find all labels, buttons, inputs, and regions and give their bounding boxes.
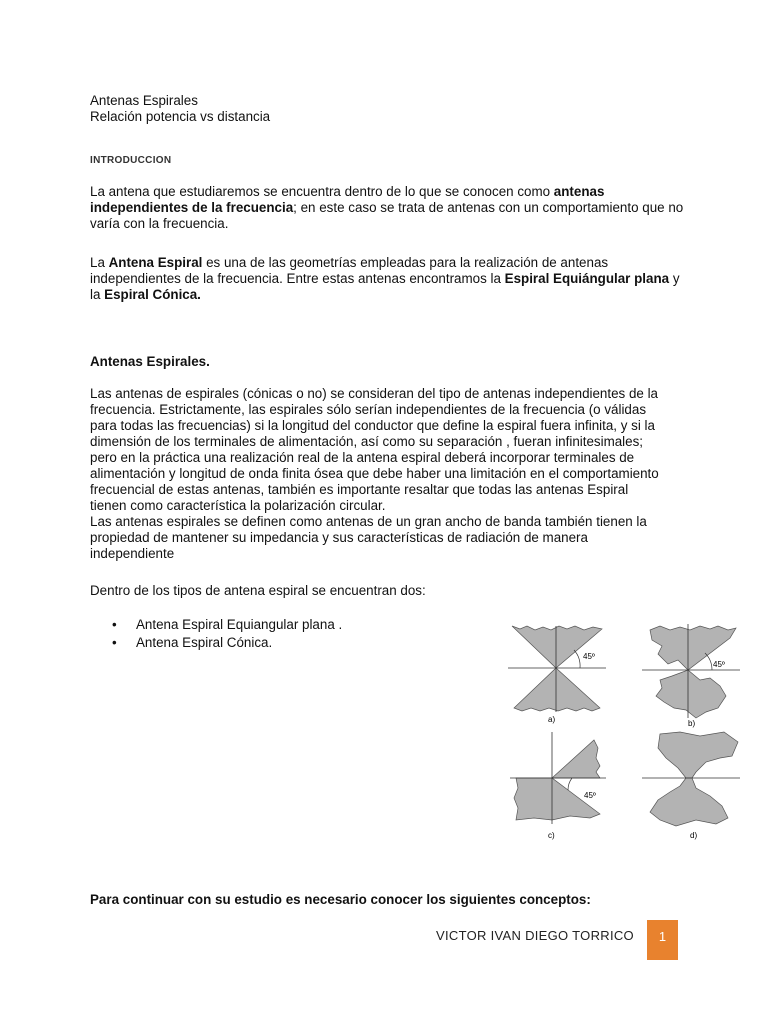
panel-c-angle-arc (568, 778, 572, 790)
intro-heading: INTRODUCCION (90, 155, 172, 166)
panel-a-top-shape (512, 626, 602, 668)
p3-line: independiente (90, 546, 175, 561)
p3-line: Las antenas espirales se definen como antenas de un gran ancho de banda también tienen la (90, 514, 647, 529)
list-item: • Antena Espiral Equiangular plana . (112, 616, 342, 634)
p3-line: propiedad de mantener su impedancia y sus características de radiación de manera (90, 530, 588, 545)
panel-a-bottom-shape (514, 668, 600, 711)
antenna-shapes-figure (500, 612, 760, 852)
p2-bold-3: Espiral Cónica. (104, 287, 201, 302)
paragraph-intro (90, 184, 690, 232)
document-title (90, 93, 270, 125)
panel-b-angle-label: 45º (713, 660, 725, 669)
bottom-heading: Para continuar con su estudio es necesario conocer los siguientes conceptos: (90, 892, 591, 907)
p1-text-1: La antena que estudiaremos se encuentra dentro de lo que se conocen como (90, 184, 554, 199)
p3-line: para todas las frecuencias) si la longitud del conductor que define la espiral fuera infinita, y si la (90, 418, 655, 433)
p2-text-1: La (90, 255, 109, 270)
panel-a (508, 626, 606, 724)
panel-b (642, 624, 740, 728)
p2-text-3: y la (90, 271, 680, 302)
panel-d-top-shape (658, 732, 738, 778)
title-line-1: Antenas Espirales (90, 93, 198, 108)
section-heading: Antenas Espirales. (90, 354, 210, 369)
p3-line: dimensión de los terminales de alimentación, así como su separación , fueran infinitesimales; (90, 434, 644, 449)
p3-line: frecuencia. Estrictamente, las espirales sólo serían independientes de la frecuencia (o válidas (90, 402, 647, 417)
p1-bold-1: antenas independientes de la frecuencia (90, 184, 605, 215)
p3-line: frecuencial de estas antenas, también es importante resaltar que todas las antenas Espiral (90, 482, 629, 497)
panel-c (510, 732, 606, 840)
p3-line: pero en la práctica una realización real de la antena espiral deberá incorporar terminales de (90, 450, 635, 465)
list-item: • Antena Espiral Cónica. (112, 634, 342, 652)
title-line-2: Relación potencia vs distancia (90, 109, 271, 124)
panel-c-label: c) (548, 831, 555, 840)
p3-line: alimentación y longitud de onda finita ósea que debe haber una limitación en el comportamiento (90, 466, 659, 481)
paragraph-espirales (90, 386, 690, 562)
p2-text-2: es una de las geometrías empleadas para la realización de antenas independientes de la frecuencia. Entre estas antenas encontramos la (90, 255, 609, 286)
panel-b-bottom-shape (656, 670, 726, 718)
p1-text-2: ; en este caso se trata de antenas con un comportamiento que no varía con la frecuencia. (90, 200, 684, 231)
panel-b-label: b) (688, 719, 696, 728)
p2-bold-1: Antena Espiral (108, 255, 203, 270)
panel-a-angle-label: 45º (583, 652, 595, 661)
panel-a-angle-arc (574, 650, 580, 668)
panel-d-label: d) (690, 831, 698, 840)
panel-c-top-shape (552, 740, 600, 778)
panel-c-angle-label: 45º (584, 791, 596, 800)
p2-bold-2: Espiral Equiángular plana (504, 271, 670, 286)
panel-a-label: a) (548, 715, 556, 724)
bullet-list (112, 616, 342, 652)
paragraph-tipos: Dentro de los tipos de antena espiral se encuentran dos: (90, 583, 426, 598)
panel-d-bottom-shape (650, 778, 728, 826)
paragraph-antena-espiral (90, 255, 690, 303)
panel-d (642, 732, 740, 840)
p3-line: tienen como característica la polarización circular. (90, 498, 386, 513)
p3-line: Las antenas de espirales (cónicas o no) se consideran del tipo de antenas independientes de la (90, 386, 659, 401)
page-number-badge: 1 (647, 920, 678, 960)
footer-author: VICTOR IVAN DIEGO TORRICO (436, 928, 634, 943)
